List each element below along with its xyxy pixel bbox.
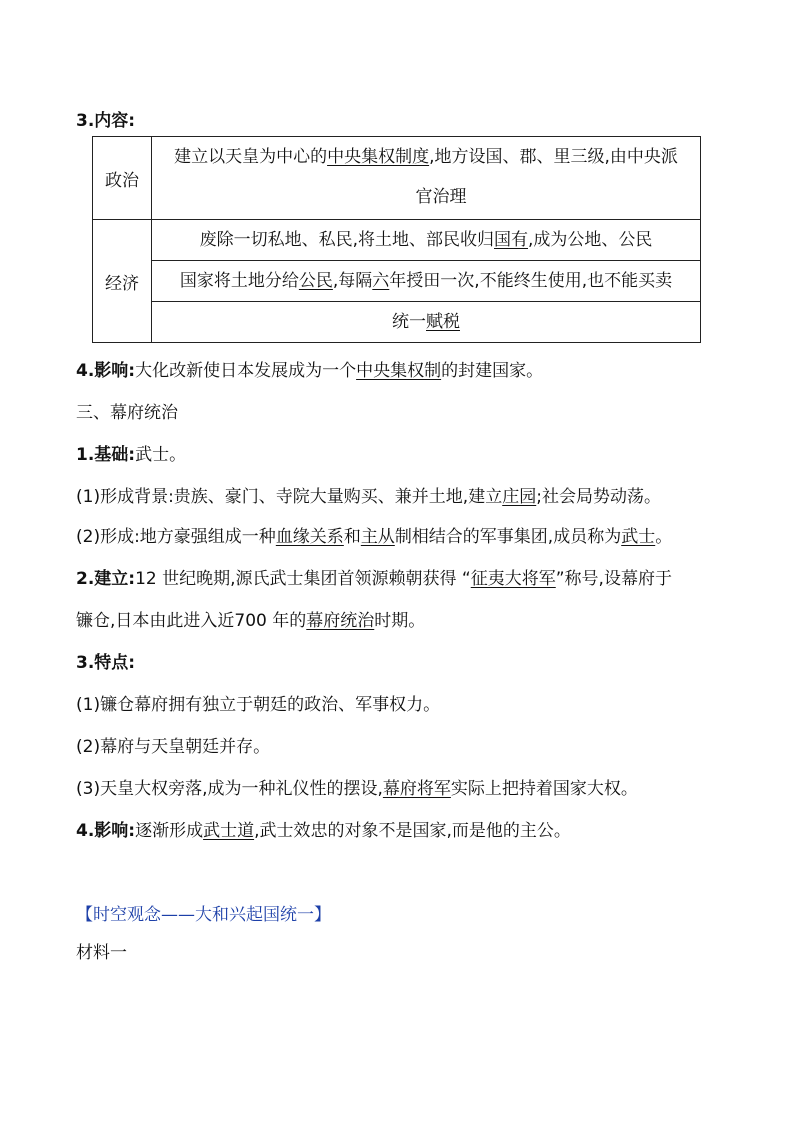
section-heading-content: 3.内容: — [76, 111, 136, 131]
politics-content — [152, 137, 701, 220]
politics-label: 政治 — [93, 137, 152, 220]
part-title-shogunate: 三、幕府统治 — [76, 403, 178, 423]
features-heading: 3.特点: — [76, 653, 136, 673]
background-line: (1)形成背景:贵族、豪门、寺院大量购买、兼并土地,建立庄园;社会局势动荡。 — [76, 487, 661, 507]
feature-item-2: (2)幕府与天皇朝廷并存。 — [76, 737, 271, 757]
economy-row-3: 统一赋税 — [152, 302, 701, 343]
establish-line-1: 2.建立:12 世纪晚期,源氏武士集团首领源赖朝获得 “征夷大将军”称号,设幕府于 — [76, 569, 672, 589]
influence-bushido: 4.影响:逐渐形成武士道,武士效忠的对象不是国家,而是他的主公。 — [76, 821, 571, 841]
spacetime-heading: 【时空观念——大和兴起国统一】 — [76, 905, 331, 925]
economy-label: 经济 — [93, 220, 152, 343]
economy-row-1: 废除一切私地、私民,将土地、部民收归国有,成为公地、公民 — [152, 220, 701, 261]
material-label: 材料一 — [76, 943, 127, 963]
establish-line-2: 镰仓,日本由此进入近700 年的幕府统治时期。 — [76, 611, 426, 631]
formation-line: (2)形成:地方豪强组成一种血缘关系和主从制相结合的军事集团,成员称为武士。 — [76, 527, 673, 547]
feature-item-3: (3)天皇大权旁落,成为一种礼仪性的摆设,幕府将军实际上把持着国家大权。 — [76, 779, 638, 799]
table-row — [93, 220, 701, 261]
politics-line-2: 官治理 — [415, 187, 467, 207]
basis-line: 1.基础:武士。 — [76, 445, 187, 465]
reform-content-table — [92, 136, 701, 343]
table-row — [93, 137, 701, 220]
table-row — [93, 302, 701, 343]
economy-row-2: 国家将土地分给公民,每隔六年授田一次,不能终生使用,也不能买卖 — [152, 261, 701, 302]
influence-taika: 4.影响:大化改新使日本发展成为一个中央集权制的封建国家。 — [76, 361, 544, 381]
politics-line-1: 建立以天皇为中心的中央集权制度,地方设国、郡、里三级,由中央派 — [174, 147, 678, 167]
feature-item-1: (1)镰仓幕府拥有独立于朝廷的政治、军事权力。 — [76, 695, 441, 715]
table-row — [93, 261, 701, 302]
